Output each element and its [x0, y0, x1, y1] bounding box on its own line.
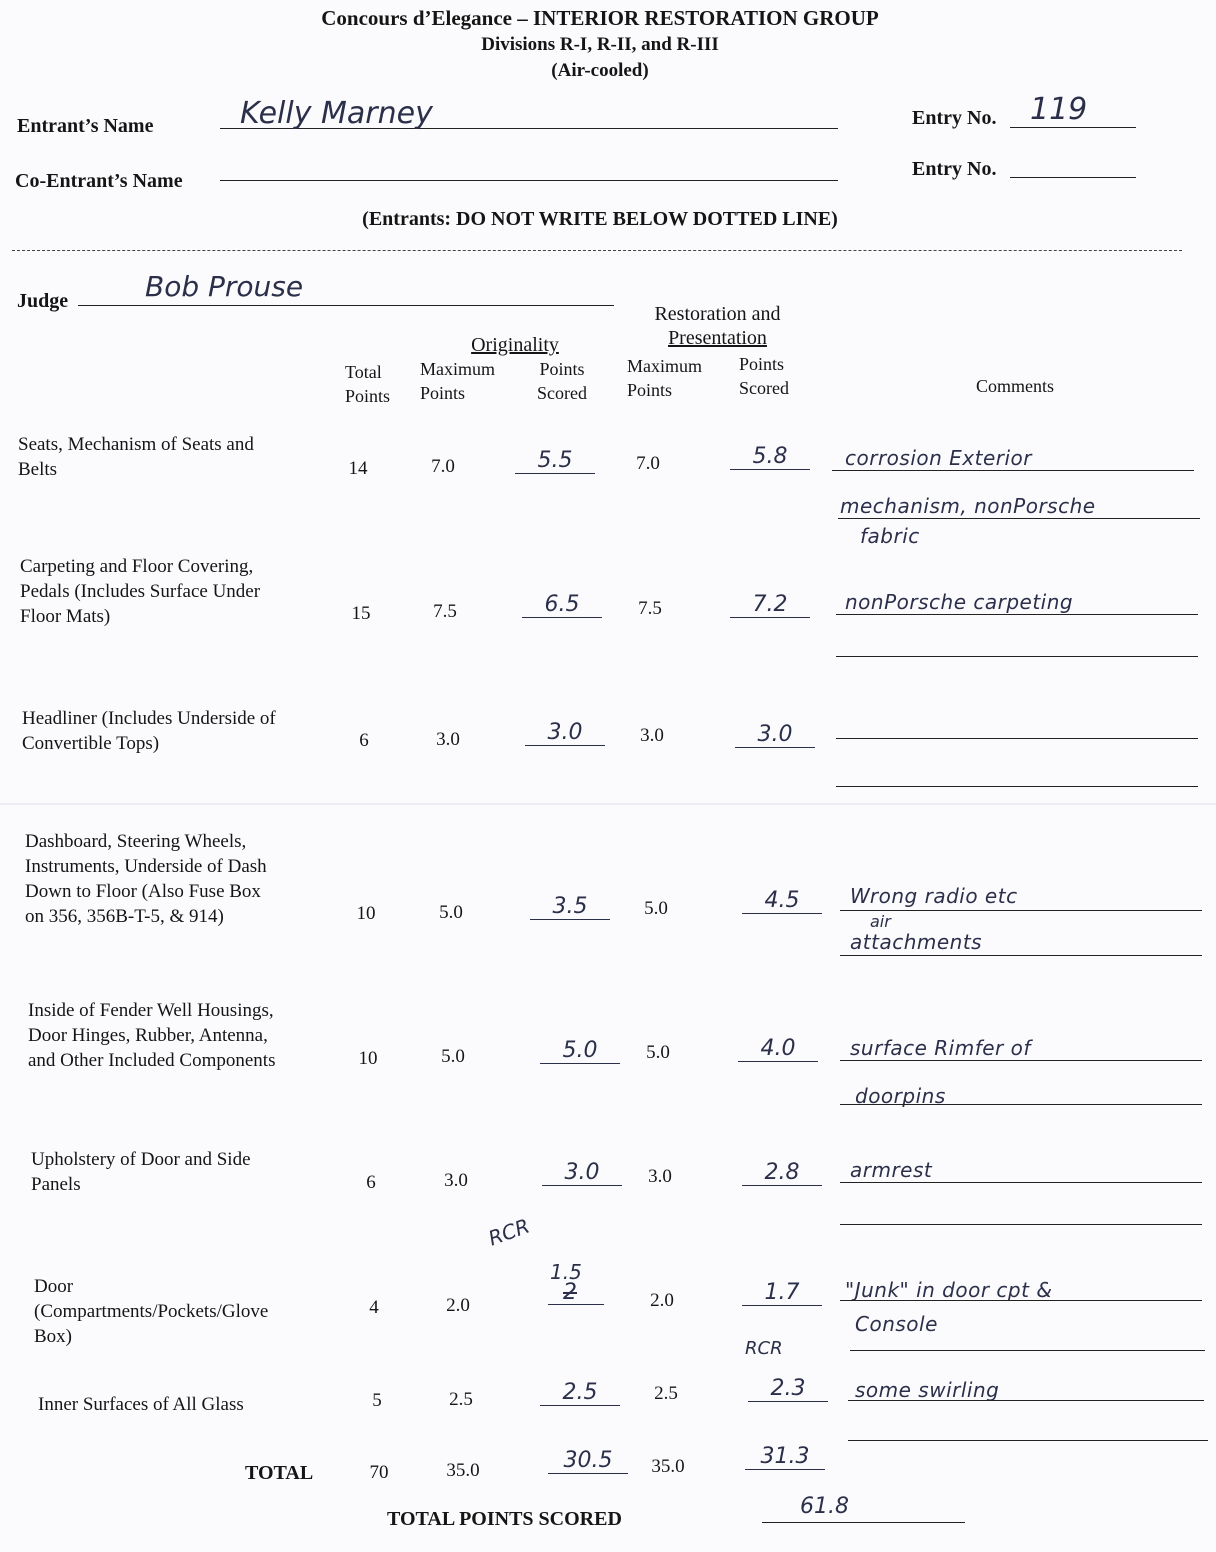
rest-scored-dashboard[interactable]: 4.5	[742, 888, 822, 914]
col-orig-scored: Points Scored	[537, 359, 587, 403]
orig-max-carpeting: 7.5	[433, 601, 457, 622]
total-points-door: 4	[369, 1297, 379, 1318]
scored-underline	[548, 1304, 604, 1305]
co-entrant-name-label: Co-Entrant’s Name	[15, 170, 183, 192]
col-originality: Originality	[471, 334, 559, 356]
entry-no-2-line	[1010, 177, 1136, 178]
rest-max-door: 2.0	[650, 1290, 674, 1311]
grand-total-label: TOTAL POINTS SCORED	[387, 1508, 622, 1530]
col-rest-max: Maximum Points	[627, 356, 702, 400]
category-door: Door (Compartments/Pockets/Glove Box)	[34, 1276, 269, 1347]
orig-max-dashboard: 5.0	[439, 902, 463, 923]
judge-label: Judge	[17, 290, 69, 312]
judge-line	[78, 305, 614, 306]
comment-line	[838, 518, 1200, 519]
total-points-upholstery: 6	[366, 1172, 376, 1193]
comment-seats-2[interactable]: mechanism, nonPorsche	[840, 494, 1096, 518]
orig-scored-fender-well[interactable]: 5.0	[540, 1038, 620, 1064]
rest-max-dashboard: 5.0	[644, 898, 668, 919]
col-orig-max: Maximum Points	[420, 359, 495, 403]
comment-line	[848, 1400, 1204, 1401]
paper-fold	[0, 803, 1216, 805]
orig-max-sum: 35.0	[446, 1460, 480, 1481]
comment-line	[848, 1440, 1208, 1441]
category-seats: Seats, Mechanism of Seats and Belts	[18, 434, 254, 480]
category-dashboard: Dashboard, Steering Wheels, Instruments, Underside of Dash Down to Floor (Also Fuse Box on 356, 356B-T-5, & 914)	[25, 831, 267, 927]
rest-scored-upholstery[interactable]: 2.8	[742, 1160, 822, 1186]
grand-total-value[interactable]: 61.8	[800, 1494, 849, 1519]
comment-line	[840, 1300, 1202, 1301]
entrant-name-label: Entrant’s Name	[17, 115, 154, 137]
total-points-headliner: 6	[359, 730, 369, 751]
total-points-sum: 70	[369, 1462, 389, 1483]
orig-scored-glass[interactable]: 2.5	[540, 1380, 620, 1406]
comment-dashboard-2[interactable]: air	[870, 912, 891, 931]
comment-door-2[interactable]: Console	[855, 1312, 938, 1336]
entry-no-value[interactable]: 119	[1030, 92, 1088, 127]
comment-line	[836, 738, 1198, 739]
category-glass: Inner Surfaces of All Glass	[38, 1394, 244, 1415]
col-total-points: Total Points	[345, 362, 391, 406]
comment-door-1[interactable]: "Junk" in door cpt &	[845, 1278, 1053, 1302]
entry-no-2-label: Entry No.	[912, 158, 997, 180]
comment-seats-1[interactable]: corrosion Exterior	[845, 446, 1033, 470]
category-headliner: Headliner (Includes Underside of Convertible Tops)	[22, 708, 276, 754]
entrant-name-value[interactable]: Kelly Marney	[240, 96, 433, 131]
category-fender-well: Inside of Fender Well Housings, Door Hinges, Rubber, Antenna, and Other Included Components	[28, 1000, 276, 1071]
entry-no-label: Entry No.	[912, 107, 997, 129]
col-comments: Comments	[975, 376, 1054, 396]
entry-no-line	[1010, 127, 1136, 128]
orig-max-headliner: 3.0	[436, 729, 460, 750]
comment-line	[840, 1104, 1202, 1105]
comment-line	[840, 1224, 1202, 1225]
orig-scored-upholstery[interactable]: 3.0	[542, 1160, 622, 1186]
comment-line	[832, 470, 1194, 471]
comment-line	[840, 1182, 1202, 1183]
comment-fender-well-2[interactable]: doorpins	[855, 1084, 946, 1108]
orig-scored-door[interactable]: 1.5	[550, 1260, 582, 1284]
rest-scored-seats[interactable]: 5.8	[730, 444, 810, 470]
rest-note-door[interactable]: RCR	[745, 1338, 783, 1359]
orig-max-upholstery: 3.0	[444, 1170, 468, 1191]
grand-total-line	[762, 1522, 965, 1523]
orig-scored-door-struck[interactable]: 2	[563, 1280, 577, 1305]
rest-max-carpeting: 7.5	[638, 598, 662, 619]
category-carpeting: Carpeting and Floor Covering, Pedals (Includes Surface Under Floor Mats)	[20, 556, 261, 627]
total-points-carpeting: 15	[351, 603, 371, 624]
rest-scored-glass[interactable]: 2.3	[748, 1376, 828, 1402]
orig-max-seats: 7.0	[431, 456, 455, 477]
rest-max-glass: 2.5	[654, 1383, 678, 1404]
co-entrant-name-line	[220, 180, 838, 181]
total-label: TOTAL	[245, 1462, 314, 1484]
rest-max-fender-well: 5.0	[646, 1042, 670, 1063]
orig-scored-sum[interactable]: 30.5	[548, 1448, 628, 1474]
rest-max-headliner: 3.0	[640, 725, 664, 746]
comment-line	[836, 656, 1198, 657]
form-note: (Air-cooled)	[551, 60, 649, 81]
orig-scored-headliner[interactable]: 3.0	[525, 720, 605, 746]
rest-max-upholstery: 3.0	[648, 1166, 672, 1187]
comment-dashboard-1[interactable]: Wrong radio etc	[850, 884, 1018, 908]
comment-line	[840, 1060, 1202, 1061]
col-rest-scored: Points Scored	[739, 354, 789, 398]
total-points-fender-well: 10	[358, 1048, 378, 1069]
orig-scored-carpeting[interactable]: 6.5	[522, 592, 602, 618]
dotted-divider	[12, 250, 1182, 251]
total-points-dashboard: 10	[356, 903, 376, 924]
col-restoration: Restoration and Presentation	[654, 303, 781, 349]
rest-scored-door[interactable]: 1.7	[742, 1280, 822, 1306]
comment-line	[836, 614, 1198, 615]
comment-fender-well-1[interactable]: surface Rimfer of	[850, 1036, 1031, 1060]
comment-carpeting-1[interactable]: nonPorsche carpeting	[845, 590, 1074, 614]
rest-max-seats: 7.0	[636, 453, 660, 474]
entrant-warning: (Entrants: DO NOT WRITE BELOW DOTTED LINE)	[362, 208, 838, 230]
comment-upholstery-1[interactable]: armrest	[850, 1158, 933, 1182]
orig-scored-dashboard[interactable]: 3.5	[530, 894, 610, 920]
comment-line	[840, 955, 1202, 956]
rest-scored-headliner[interactable]: 3.0	[735, 722, 815, 748]
rest-scored-sum[interactable]: 31.3	[745, 1444, 825, 1470]
total-points-glass: 5	[372, 1390, 382, 1411]
rest-scored-carpeting[interactable]: 7.2	[730, 592, 810, 618]
form-subtitle: Divisions R-I, R-II, and R-III	[481, 34, 719, 55]
orig-scored-seats[interactable]: 5.5	[515, 448, 595, 474]
rest-scored-fender-well[interactable]: 4.0	[738, 1036, 818, 1062]
comment-line	[840, 910, 1202, 911]
comment-line	[850, 1350, 1205, 1351]
orig-max-fender-well: 5.0	[441, 1046, 465, 1067]
category-upholstery: Upholstery of Door and Side Panels	[31, 1149, 251, 1195]
total-points-seats: 14	[348, 458, 368, 479]
comment-seats-3[interactable]: fabric	[860, 524, 920, 548]
judge-value[interactable]: Bob Prouse	[145, 270, 304, 303]
form-title: Concours d’Elegance – INTERIOR RESTORATION GROUP	[321, 6, 879, 30]
rest-max-sum: 35.0	[651, 1456, 685, 1477]
comment-dashboard-3[interactable]: attachments	[850, 930, 983, 954]
comment-line	[836, 786, 1198, 787]
orig-max-glass: 2.5	[449, 1389, 473, 1410]
comment-glass-1[interactable]: some swirling	[855, 1378, 1000, 1402]
orig-note-door[interactable]: RCR	[485, 1213, 533, 1251]
orig-max-door: 2.0	[446, 1295, 470, 1316]
